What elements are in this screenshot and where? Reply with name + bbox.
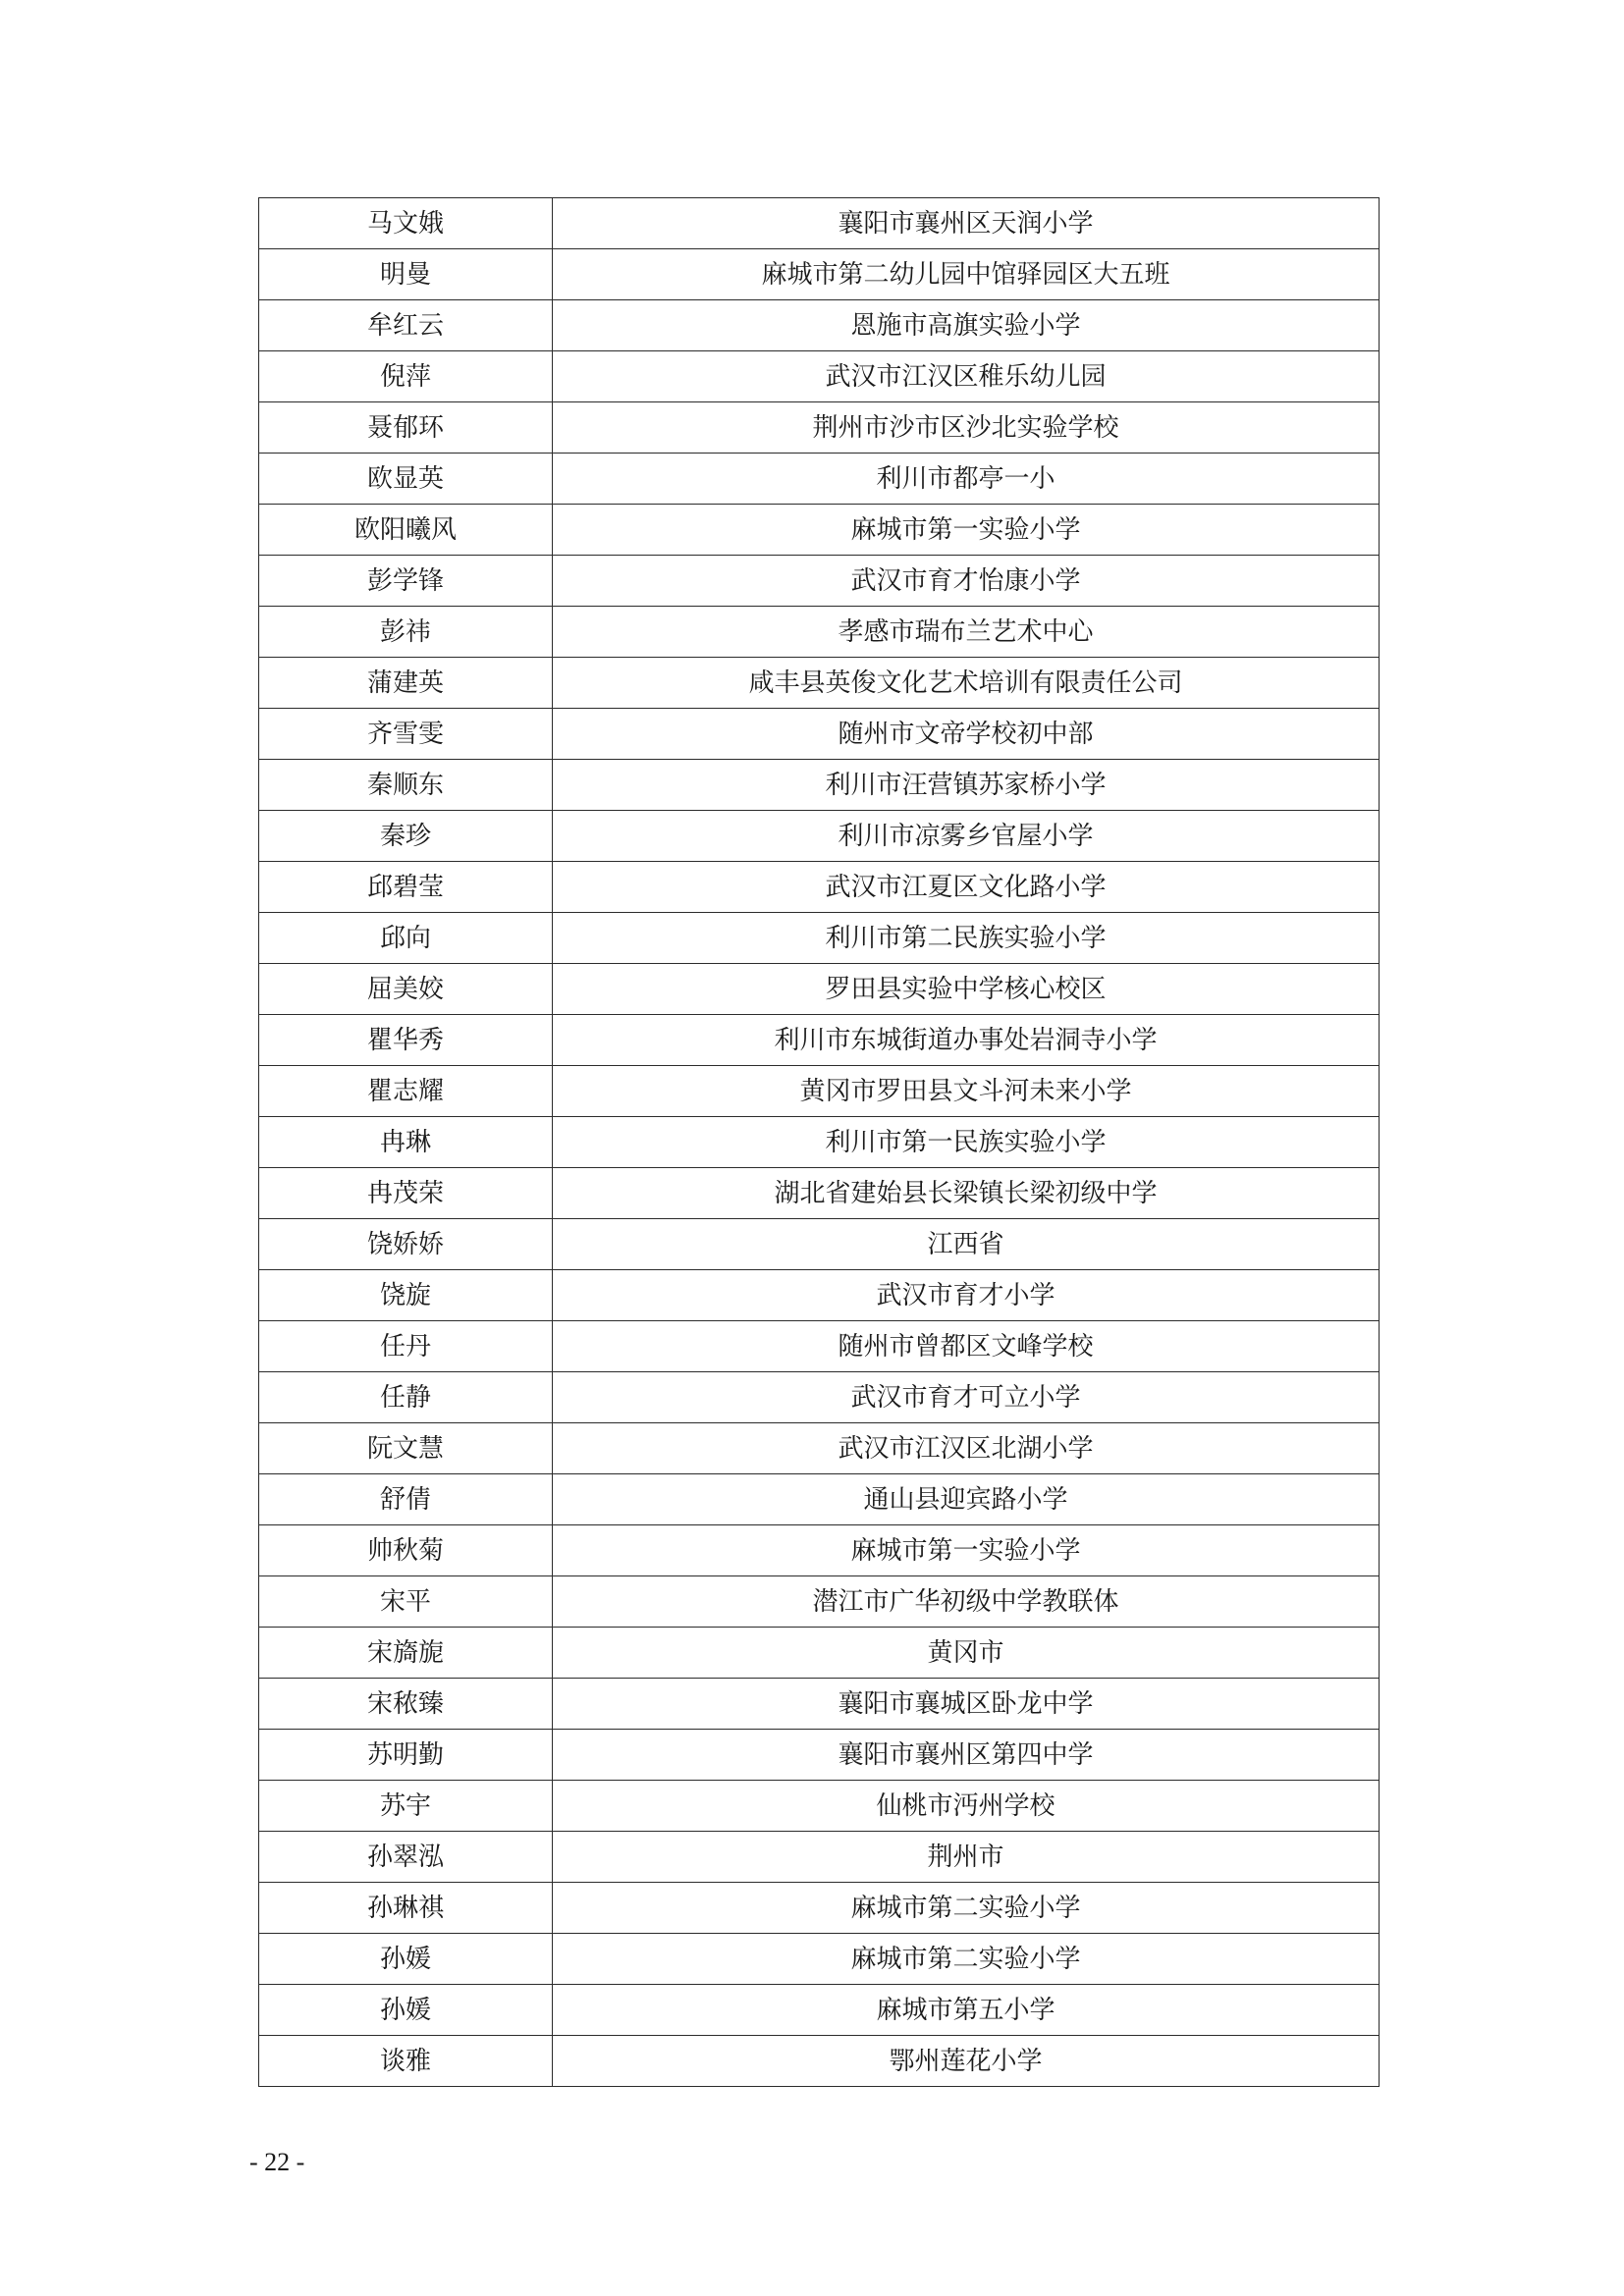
table-row xyxy=(259,709,1380,760)
name-cell: 欧显英 xyxy=(259,454,553,505)
name-cell: 倪萍 xyxy=(259,351,553,402)
organization-cell: 咸丰县英俊文化艺术培训有限责任公司 xyxy=(553,658,1380,709)
organization-cell: 武汉市江夏区文化路小学 xyxy=(553,862,1380,913)
name-cell: 宋平 xyxy=(259,1576,553,1628)
table-row xyxy=(259,454,1380,505)
organization-cell: 鄂州莲花小学 xyxy=(553,2036,1380,2087)
roster-body xyxy=(259,198,1380,2087)
table-row xyxy=(259,1321,1380,1372)
name-cell: 阮文慧 xyxy=(259,1423,553,1474)
organization-cell: 孝感市瑞布兰艺术中心 xyxy=(553,607,1380,658)
name-cell: 彭学锋 xyxy=(259,556,553,607)
name-cell: 宋旖旎 xyxy=(259,1628,553,1679)
name-cell: 孙媛 xyxy=(259,1985,553,2036)
table-row xyxy=(259,1066,1380,1117)
name-cell: 饶旋 xyxy=(259,1270,553,1321)
table-row xyxy=(259,1934,1380,1985)
name-cell: 任丹 xyxy=(259,1321,553,1372)
table-row xyxy=(259,1679,1380,1730)
table-row xyxy=(259,1474,1380,1525)
name-cell: 冉茂荣 xyxy=(259,1168,553,1219)
organization-cell: 仙桃市沔州学校 xyxy=(553,1781,1380,1832)
organization-cell: 武汉市育才怡康小学 xyxy=(553,556,1380,607)
organization-cell: 黄冈市罗田县文斗河未来小学 xyxy=(553,1066,1380,1117)
organization-cell: 麻城市第一实验小学 xyxy=(553,505,1380,556)
name-cell: 宋秾臻 xyxy=(259,1679,553,1730)
page-number: - 22 - xyxy=(249,2148,305,2176)
table-row xyxy=(259,198,1380,249)
table-row xyxy=(259,249,1380,300)
organization-cell: 荆州市沙市区沙北实验学校 xyxy=(553,402,1380,454)
organization-cell: 随州市文帝学校初中部 xyxy=(553,709,1380,760)
table-row xyxy=(259,607,1380,658)
name-cell: 饶娇娇 xyxy=(259,1219,553,1270)
table-row xyxy=(259,402,1380,454)
table-row xyxy=(259,1117,1380,1168)
name-cell: 邱向 xyxy=(259,913,553,964)
organization-cell: 荆州市 xyxy=(553,1832,1380,1883)
table-row xyxy=(259,556,1380,607)
name-cell: 孙琳祺 xyxy=(259,1883,553,1934)
name-cell: 谈雅 xyxy=(259,2036,553,2087)
organization-cell: 潜江市广华初级中学教联体 xyxy=(553,1576,1380,1628)
name-cell: 彭祎 xyxy=(259,607,553,658)
table-row xyxy=(259,2036,1380,2087)
name-cell: 瞿志耀 xyxy=(259,1066,553,1117)
roster-table xyxy=(258,197,1380,2087)
table-row xyxy=(259,1270,1380,1321)
organization-cell: 利川市第一民族实验小学 xyxy=(553,1117,1380,1168)
name-cell: 屈美姣 xyxy=(259,964,553,1015)
organization-cell: 武汉市育才小学 xyxy=(553,1270,1380,1321)
name-cell: 蒲建英 xyxy=(259,658,553,709)
organization-cell: 襄阳市襄州区天润小学 xyxy=(553,198,1380,249)
table-row xyxy=(259,1985,1380,2036)
name-cell: 聂郁环 xyxy=(259,402,553,454)
organization-cell: 黄冈市 xyxy=(553,1628,1380,1679)
table-row xyxy=(259,1015,1380,1066)
organization-cell: 罗田县实验中学核心校区 xyxy=(553,964,1380,1015)
table-row xyxy=(259,300,1380,351)
name-cell: 孙媛 xyxy=(259,1934,553,1985)
organization-cell: 恩施市高旗实验小学 xyxy=(553,300,1380,351)
organization-cell: 麻城市第二幼儿园中馆驿园区大五班 xyxy=(553,249,1380,300)
name-cell: 苏宇 xyxy=(259,1781,553,1832)
name-cell: 明曼 xyxy=(259,249,553,300)
table-row xyxy=(259,1372,1380,1423)
table-row xyxy=(259,760,1380,811)
organization-cell: 随州市曾都区文峰学校 xyxy=(553,1321,1380,1372)
name-cell: 舒倩 xyxy=(259,1474,553,1525)
name-cell: 冉琳 xyxy=(259,1117,553,1168)
table-row xyxy=(259,1883,1380,1934)
organization-cell: 利川市都亭一小 xyxy=(553,454,1380,505)
organization-cell: 湖北省建始县长梁镇长梁初级中学 xyxy=(553,1168,1380,1219)
name-cell: 齐雪雯 xyxy=(259,709,553,760)
name-cell: 苏明勤 xyxy=(259,1730,553,1781)
name-cell: 马文娥 xyxy=(259,198,553,249)
name-cell: 欧阳曦风 xyxy=(259,505,553,556)
organization-cell: 利川市汪营镇苏家桥小学 xyxy=(553,760,1380,811)
organization-cell: 利川市凉雾乡官屋小学 xyxy=(553,811,1380,862)
table-row xyxy=(259,1781,1380,1832)
organization-cell: 利川市东城街道办事处岩洞寺小学 xyxy=(553,1015,1380,1066)
table-row xyxy=(259,658,1380,709)
name-cell: 任静 xyxy=(259,1372,553,1423)
table-row xyxy=(259,1832,1380,1883)
table-row xyxy=(259,811,1380,862)
organization-cell: 襄阳市襄城区卧龙中学 xyxy=(553,1679,1380,1730)
organization-cell: 麻城市第二实验小学 xyxy=(553,1934,1380,1985)
organization-cell: 麻城市第五小学 xyxy=(553,1985,1380,2036)
table-row xyxy=(259,862,1380,913)
table-row xyxy=(259,1628,1380,1679)
organization-cell: 武汉市育才可立小学 xyxy=(553,1372,1380,1423)
table-row xyxy=(259,1423,1380,1474)
table-row xyxy=(259,1219,1380,1270)
name-cell: 秦珍 xyxy=(259,811,553,862)
organization-cell: 江西省 xyxy=(553,1219,1380,1270)
table-row xyxy=(259,964,1380,1015)
table-row xyxy=(259,1168,1380,1219)
organization-cell: 麻城市第二实验小学 xyxy=(553,1883,1380,1934)
table-row xyxy=(259,505,1380,556)
name-cell: 孙翠泓 xyxy=(259,1832,553,1883)
organization-cell: 武汉市江汉区稚乐幼儿园 xyxy=(553,351,1380,402)
name-cell: 邱碧莹 xyxy=(259,862,553,913)
name-cell: 帅秋菊 xyxy=(259,1525,553,1576)
table-row xyxy=(259,1576,1380,1628)
table-row xyxy=(259,913,1380,964)
table-row xyxy=(259,351,1380,402)
organization-cell: 利川市第二民族实验小学 xyxy=(553,913,1380,964)
organization-cell: 襄阳市襄州区第四中学 xyxy=(553,1730,1380,1781)
organization-cell: 武汉市江汉区北湖小学 xyxy=(553,1423,1380,1474)
name-cell: 瞿华秀 xyxy=(259,1015,553,1066)
name-cell: 牟红云 xyxy=(259,300,553,351)
table-row xyxy=(259,1525,1380,1576)
organization-cell: 麻城市第一实验小学 xyxy=(553,1525,1380,1576)
table-row xyxy=(259,1730,1380,1781)
organization-cell: 通山县迎宾路小学 xyxy=(553,1474,1380,1525)
name-cell: 秦顺东 xyxy=(259,760,553,811)
